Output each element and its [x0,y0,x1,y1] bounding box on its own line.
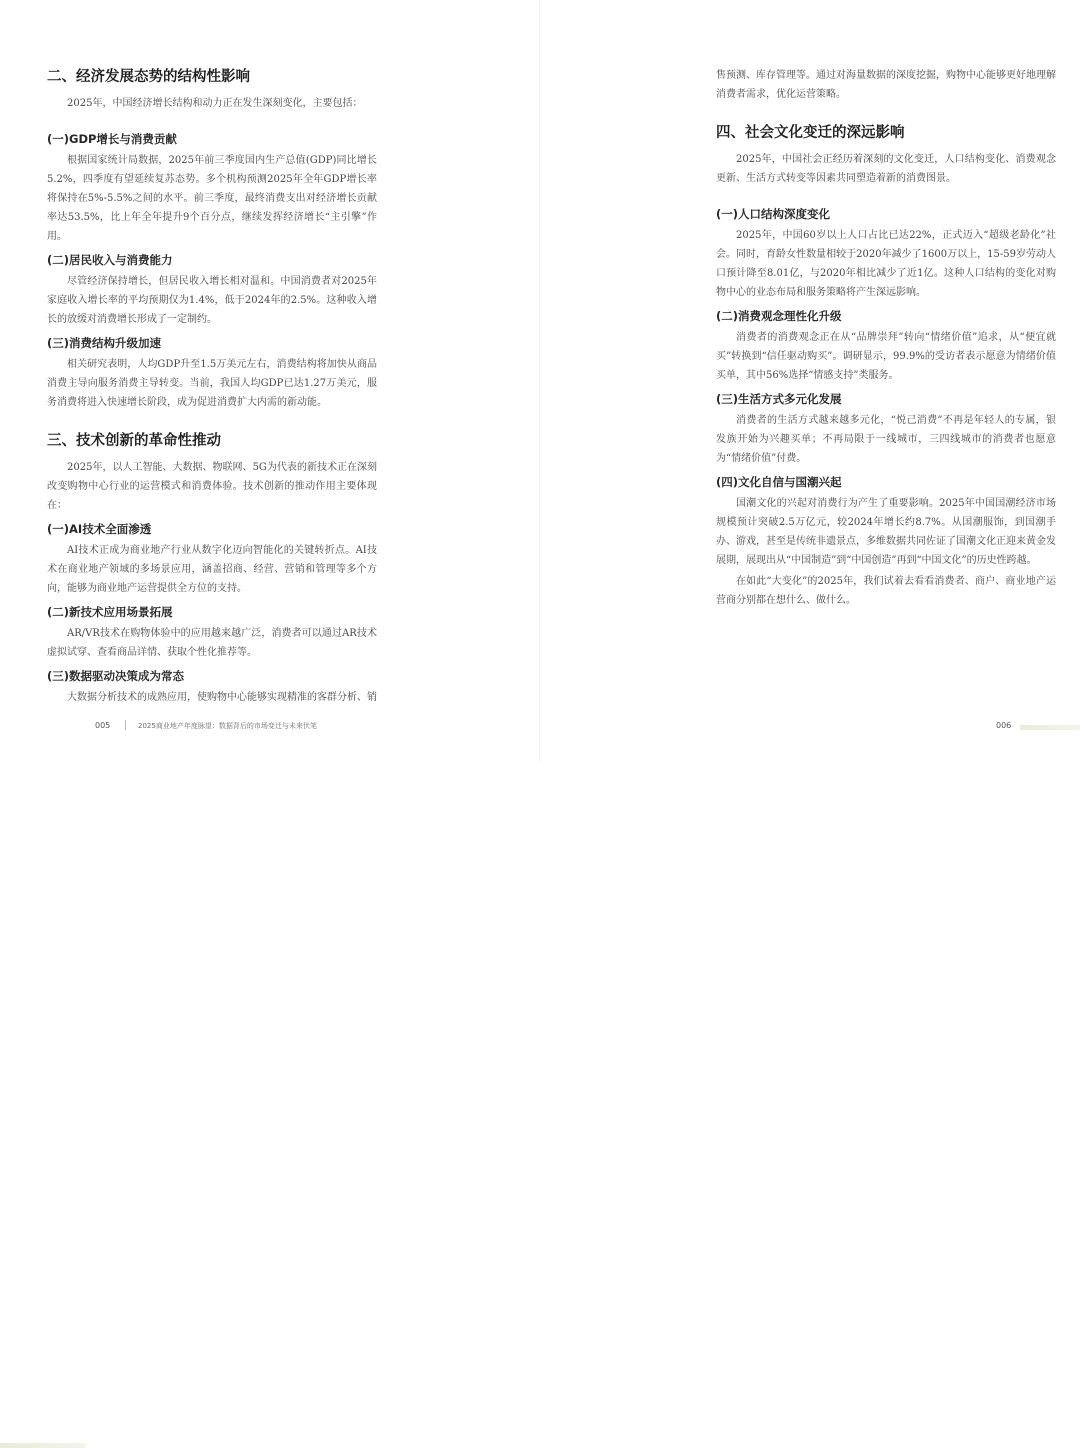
footer-document-title: 2025商业地产年度脉望：数据背后的市场变迁与未来伏笔 [138,722,317,730]
section-heading-4: 四、社会文化变迁的深远影响 [716,125,905,141]
footer-accent-bar [0,1443,86,1448]
left-column [47,66,377,709]
paragraph-new-tech: AR/VR技术在购物体验中的应用越来越广泛，消费者可以通过AR技术虚拟试穿、查看商品详情、获取个性化推荐等。 [47,628,377,658]
right-page [540,0,1080,762]
paragraph-guochao: 国潮文化的兴起对消费行为产生了重要影响。2025年中国国潮经济市场规模预计突破2.5万亿元，较2024年增长约8.7%。从国潮服饰，到国潮手办、游戏，甚至是传统非遗景点，多维数据共同佐证了国潮文化正迎来黄金发展期，展现出从“中国制造”到“中国创造”再到“中国文化”的历史性跨越。 [716,498,1056,566]
subheading-guochao: (四)文化自信与国潮兴起 [716,475,842,489]
paragraph-closing: 在如此“大变化”的2025年，我们试着去看看消费者、商户、商业地产运营商分别都在想什么、做什么。 [716,576,1056,606]
right-column [716,66,1056,612]
section-4-intro: 2025年，中国社会正经历着深刻的文化变迁，人口结构变化、消费观念更新、生活方式转变等因素共同塑造着新的消费图景。 [716,154,1056,184]
paragraph-consumption-upgrade: 相关研究表明，人均GDP升至1.5万美元左右，消费结构将加快从商品消费主导向服务消费主导转变。当前，我国人均GDP已达1.27万美元，服务消费将进入快速增长阶段，成为促进消费扩大内需的新动能。 [47,359,377,408]
footer-accent-bar [1020,725,1080,730]
section-3-intro: 2025年，以人工智能、大数据、物联网、5G为代表的新技术正在深刻改变购物中心行业的运营模式和消费体验。技术创新的推动作用主要体现在： [47,462,377,511]
subheading-lifestyle: (三)生活方式多元化发展 [716,392,842,406]
section-heading-3: 三、技术创新的革命性推动 [47,433,221,449]
paragraph-consumer-attitude: 消费者的消费观念正在从“品牌崇拜”转向“情绪价值”追求，从“便宜就买”转换到“信任驱动购买”。调研显示，99.9%的受访者表示愿意为情绪价值买单，其中56%选择“情感支持”类服务。 [716,332,1056,381]
subheading-consumption-upgrade: (三)消费结构升级加速 [47,336,162,350]
paragraph-income: 尽管经济保持增长，但居民收入增长相对温和。中国消费者对2025年家庭收入增长率的平均预期仅为1.4%，低于2024年的2.5%。这种收入增长的放缓对消费增长形成了一定制约。 [47,276,377,325]
left-page [0,0,540,762]
paragraph-data-driven: 大数据分析技术的成熟应用，使购物中心能够实现精准的客群分析、销 [67,692,377,703]
subheading-data-driven: (三)数据驱动决策成为常态 [47,669,185,683]
paragraph-lifestyle: 消费者的生活方式越来越多元化，“悦己消费”不再是年轻人的专属，银发族开始为兴趣买单；不再局限于一线城市，三四线城市的消费者也愿意为“情绪价值”付费。 [716,415,1056,464]
right-footer [540,718,1080,738]
section-2-intro: 2025年，中国经济增长结构和动力正在发生深刻变化，主要包括： [67,98,363,109]
subheading-population: (一)人口结构深度变化 [716,207,831,221]
page-number-right: 006 [996,721,1012,730]
page-number-left: 005 [95,721,111,730]
paragraph-gdp: 根据国家统计局数据，2025年前三季度国内生产总值(GDP)同比增长5.2%，四季度有望延续复苏态势。多个机构预测2025年全年GDP增长率将保持在5%-5.5%之间的水平。前三季度，最终消费支出对经济增长贡献率达53.5%，比上年全年提升9个百分点，继续发挥经济增长“主引擎”作用。 [47,155,377,242]
paragraph-ai: AI技术正成为商业地产行业从数字化迈向智能化的关键转折点。AI技术在商业地产领域的多场景应用，涵盖招商、经营、营销和管理等多个方向，能够为商业地产运营提供全方位的支持。 [47,545,377,594]
subheading-income: (二)居民收入与消费能力 [47,253,173,267]
paragraph-population: 2025年，中国60岁以上人口占比已达22%，正式迈入“超级老龄化”社会。同时，育龄女性数量相较于2020年减少了1600万以上，15-59岁劳动人口预计降至8.01亿，与2020年相比减少了近1亿。这种人口结构的变化对购物中心的业态布局和服务策略将产生深远影响。 [716,230,1056,298]
subheading-new-tech: (二)新技术应用场景拓展 [47,605,173,619]
footer-divider [125,720,126,730]
paragraph-continued: 售预测、库存管理等。通过对海量数据的深度挖掘，购物中心能够更好地理解消费者需求，优化运营策略。 [716,70,1056,100]
subheading-ai: (一)AI技术全面渗透 [47,522,152,536]
subheading-gdp: (一)GDP增长与消费贡献 [47,132,177,146]
subheading-consumer-attitude: (二)消费观念理性化升级 [716,309,842,323]
section-heading-2: 二、经济发展态势的结构性影响 [47,69,250,85]
left-footer [0,718,540,738]
